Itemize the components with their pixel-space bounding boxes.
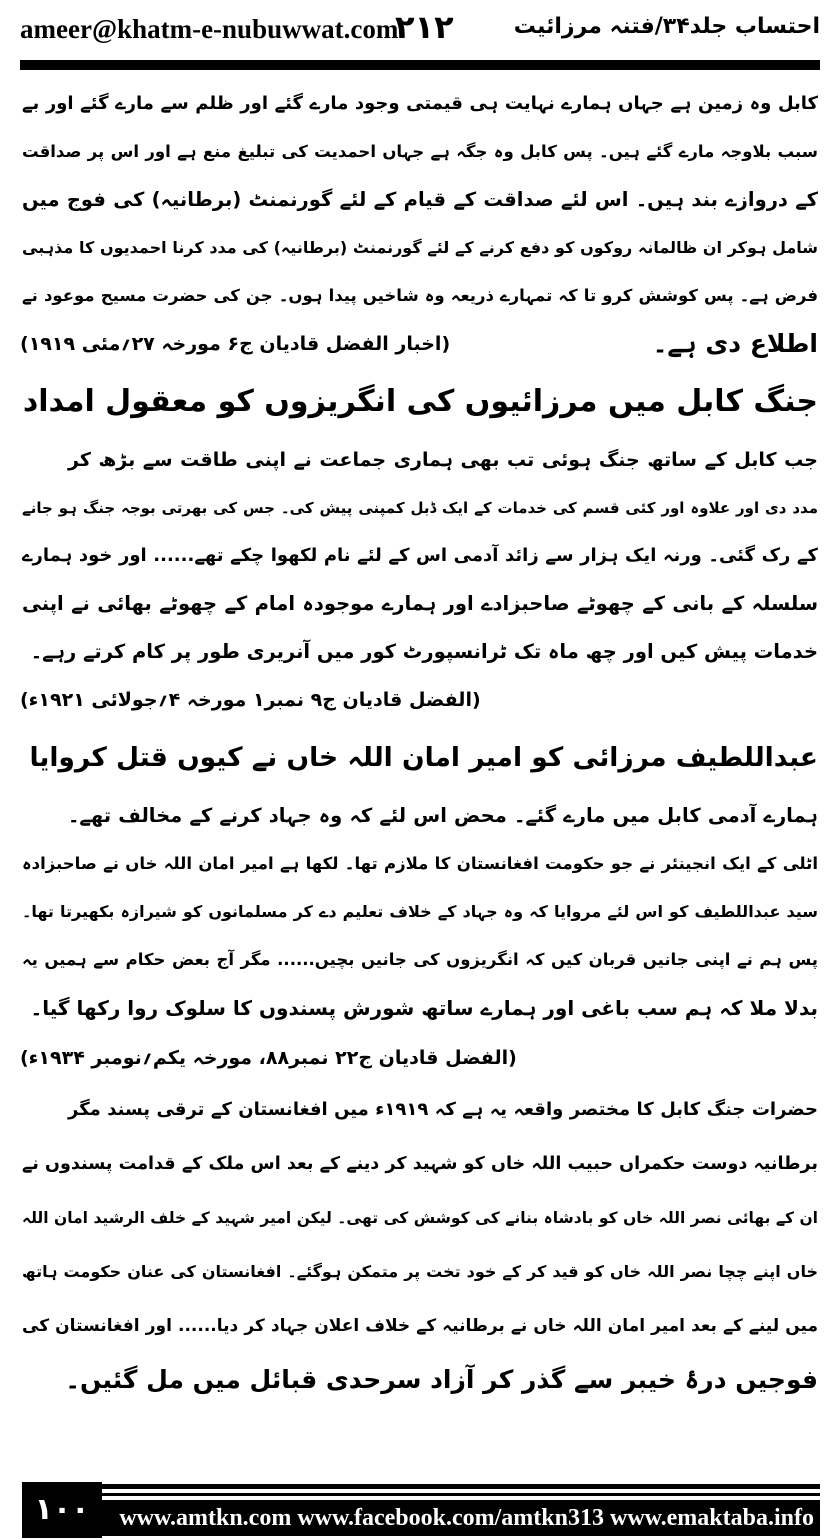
- body-line: کے رک گئی۔ ورنہ ایک ہزار سے زائد آدمی اس کے لئے نام لکھوا چکے تھے...... اور خود ہمارے: [22, 545, 818, 566]
- citation: (الفضل قادیان ج۲۲ نمبر۸۸، مورخہ یکم؍نومبر ۱۹۳۴ء): [20, 1047, 517, 1069]
- citation: (اخبار الفضل قادیان ج۶ مورخہ ۲۷؍مئی ۱۹۱۹): [20, 333, 451, 355]
- body-line: سید عبداللطیف کو اس لئے مروایا کہ وہ جہاد کے خلاف تعلیم دے کر مسلمانوں کو شیرازہ بکھیرتا تھا۔: [21, 902, 818, 921]
- body-line: حضرات جنگ کابل کا مختصر واقعہ یہ ہے کہ ۱۹۱۹ء میں افغانستان کے ترقی پسند مگر: [68, 1099, 818, 1120]
- footer-rule: [102, 1484, 820, 1489]
- body-line: برطانیہ دوست حکمراں حبیب اللہ خاں کو شہید کر دینے کے بعد اس ملک کے قدامت پسندوں نے: [22, 1154, 818, 1174]
- header-rule: [20, 60, 820, 70]
- body-line: جب کابل کے ساتھ جنگ ہوئی تب بھی ہماری جماعت نے اپنی طاقت سے بڑھ کر: [68, 449, 818, 471]
- body-line: اٹلی کے ایک انجینئر نے جو حکومت افغانستان کا ملازم تھا۔ لکھا ہے امیر امان اللہ خاں نے صاحبزادہ: [22, 854, 818, 873]
- body-line: مدد دی اور علاوہ اور کئی قسم کی خدمات کے ایک ڈبل کمپنی پیش کی۔ جس کی بھرتی بوجہ جنگ ہو جانے: [22, 499, 818, 517]
- section-heading: عبداللطیف مرزائی کو امیر امان اللہ خاں نے کیوں قتل کروایا: [29, 742, 818, 773]
- body-line: بدلا ملا کہ ہم سب باغی اور ہمارے ساتھ شورش پسندوں کا سلوک روا رکھا گیا۔: [30, 996, 818, 1020]
- body-line: ہمارے آدمی کابل میں مارے گئے۔ محض اس لئے کہ وہ جہاد کرنے کے مخالف تھے۔: [68, 804, 818, 827]
- section-heading: جنگ کابل میں مرزائیوں کی انگریزوں کو معقول امداد: [22, 384, 818, 419]
- body-line: سلسلہ کے بانی کے چھوٹے صاحبزادے اور ہمارے موجودہ امام کے چھوٹے بھائی نے اپنی: [22, 592, 818, 615]
- body-line: فرض ہے۔ پس کوشش کرو تا کہ تمہارے ذریعہ وہ شاخیں پیدا ہوں۔ جن کی حضرت مسیح موعود نے: [22, 286, 818, 305]
- body-line: پس ہم نے اپنی جانیں قربان کیں کہ انگریزوں کی جانیں بچیں...... مگر آج بعض حکام سے ہمیں یہ: [22, 950, 818, 969]
- footer-page-number: ۱۰۰: [22, 1482, 102, 1538]
- header-book-title: احتساب جلد۳۴/فتنہ مرزائیت: [513, 14, 820, 39]
- body-line: فوجیں درۂ خیبر سے گذر کر آزاد سرحدی قبائل میں مل گئیں۔: [65, 1365, 818, 1394]
- body-line: کے دروازے بند ہیں۔ اس لئے صداقت کے قیام کے لئے گورنمنٹ (برطانیہ) کی فوج میں: [22, 188, 818, 211]
- header-email: ameer@khatm-e-nubuwwat.com: [20, 14, 399, 44]
- body-line: میں لینے کے بعد امیر امان اللہ خاں نے برطانیہ کے خلاف اعلان جہاد کر دیا...... اور افغانستان کی: [22, 1316, 818, 1336]
- body-line: خاں اپنے چچا نصر اللہ خاں کو قید کر کے خود تخت پر متمکن ہوگئے۔ افغانستان کی عنان حکومت ہاتھ: [22, 1262, 818, 1281]
- citation: (الفضل قادیان ج۹ نمبر۱ مورخہ ۴؍جولائی ۱۹۲۱ء): [20, 689, 481, 711]
- footer-links: www.amtkn.com www.facebook.com/amtkn313 www.emaktaba.info: [102, 1500, 820, 1536]
- footer-rule: [102, 1493, 820, 1496]
- body-line: شامل ہوکر ان ظالمانہ روکوں کو دفع کرنے کے لئے گورنمنٹ (برطانیہ) کی مدد کرنا احمدیوں کا مذہبی: [22, 238, 818, 257]
- body-line: ان کے بھائی نصر اللہ خاں کو بادشاہ بنانے کی کوشش کی تھی۔ لیکن امیر شہید کے خلف الرشید امان اللہ: [22, 1209, 818, 1227]
- body-line: کابل وہ زمین ہے جہاں ہمارے نہایت ہی قیمتی وجود مارے گئے اور ظلم سے مارے گئے اور بے: [22, 93, 818, 114]
- body-line: خدمات پیش کیں اور چھ ماہ تک ٹرانسپورٹ کور میں آنریری طور پر کام کرتے رہے۔: [30, 640, 818, 663]
- header-page-number: ۲۱۲: [395, 8, 454, 46]
- body-line: اطلاع دی ہے۔: [652, 329, 818, 358]
- body-line: سبب بلاوجہ مارے گئے ہیں۔ پس کابل وہ جگہ ہے جہاں احمدیت کی تبلیغ منع ہے اور اس پر صداقت: [22, 142, 818, 161]
